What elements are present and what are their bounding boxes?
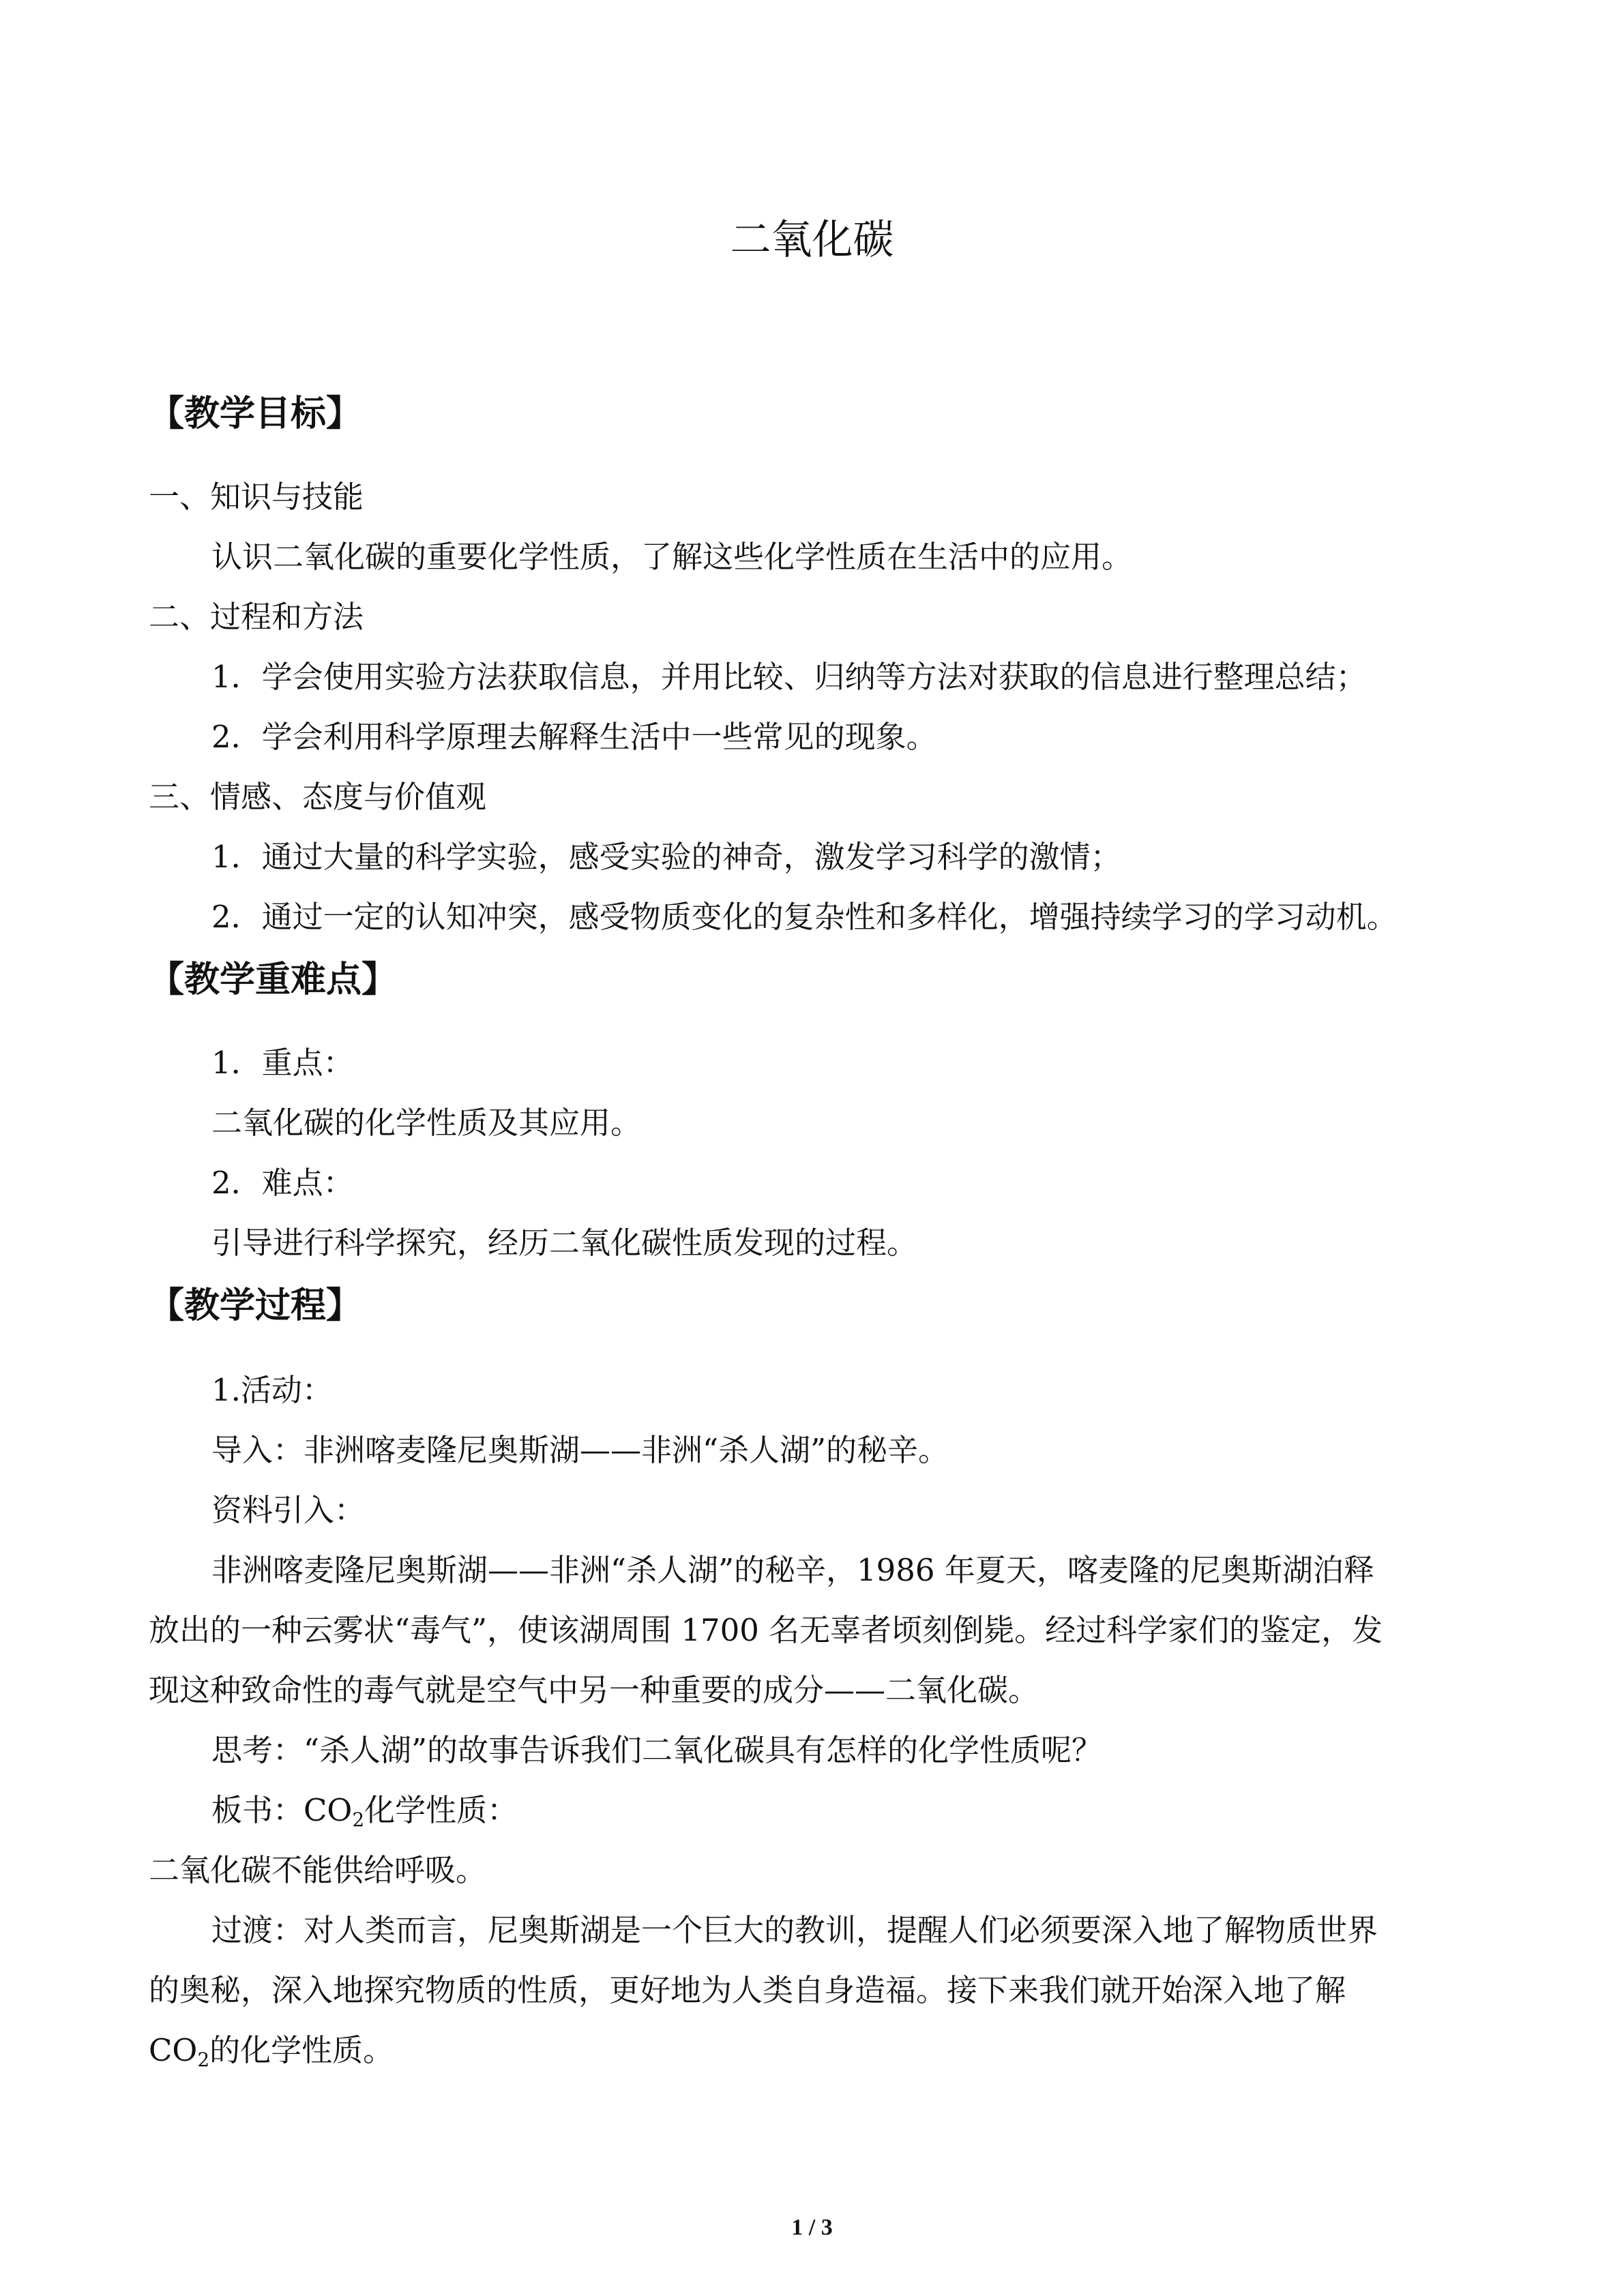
transition-subscript: 2 — [197, 2048, 210, 2071]
board-note — [211, 1789, 518, 1841]
material-line-1: 非洲喀麦隆尼奥斯湖——非洲“杀人湖”的秘辛，1986 年夏天，喀麦隆的尼奥斯湖泊释 — [211, 1552, 1374, 1588]
activity-label: 1.活动： — [211, 1372, 333, 1408]
material-line-2: 放出的一种云雾状“毒气”，使该湖周围 1700 名无辜者顷刻倒毙。经过科学家们的鉴定，发 — [149, 1612, 1383, 1648]
page-number: 1 / 3 — [791, 2215, 833, 2240]
document-title: 二氧化碳 — [730, 216, 894, 264]
no-breath-text: 二氧化碳不能供给呼吸。 — [149, 1852, 487, 1888]
process-method-label: 二、过程和方法 — [149, 599, 364, 635]
material-label: 资料引入： — [211, 1492, 366, 1528]
transition-co: CO — [149, 2032, 198, 2068]
knowledge-label: 一、知识与技能 — [149, 479, 364, 515]
heading-process: 【教学过程】 — [149, 1285, 362, 1326]
difficulty-text: 引导进行科学探究，经历二氧化碳性质发现的过程。 — [211, 1225, 918, 1261]
heading-objectives: 【教学目标】 — [149, 393, 362, 434]
process-method-item-1: 1．学会使用实验方法获取信息，并用比较、归纳等方法对获取的信息进行整理总结； — [211, 659, 1367, 695]
transition-line-2: 的奥秘，深入地探究物质的性质，更好地为人类自身造福。接下来我们就开始深入地了解 — [149, 1972, 1346, 2008]
transition-line-3 — [149, 2029, 394, 2081]
material-line-3: 现这种致命性的毒气就是空气中另一种重要的成分——二氧化碳。 — [149, 1672, 1039, 1708]
board-suffix: 化学性质： — [364, 1792, 518, 1828]
process-method-item-2: 2．学会利用科学原理去解释生活中一些常见的现象。 — [211, 719, 937, 755]
emotion-item-1: 1．通过大量的科学实验，感受实验的神奇，激发学习科学的激情； — [211, 839, 1121, 875]
heading-key-points: 【教学重难点】 — [149, 959, 398, 1000]
transition-end: 的化学性质。 — [209, 2032, 394, 2068]
think-text: 思考：“杀人湖”的故事告诉我们二氧化碳具有怎样的化学性质呢？ — [211, 1732, 1103, 1768]
transition-line-1: 过渡：对人类而言，尼奥斯湖是一个巨大的教训，提醒人们必须要深入地了解物质世界 — [211, 1912, 1378, 1948]
focus-text: 二氧化碳的化学性质及其应用。 — [211, 1105, 642, 1141]
board-subscript: 2 — [352, 1808, 365, 1831]
emotion-label: 三、情感、态度与价值观 — [149, 779, 487, 815]
emotion-item-2: 2．通过一定的认知冲突，感受物质变化的复杂性和多样化，增强持续学习的学习动机。 — [211, 899, 1398, 935]
knowledge-text: 认识二氧化碳的重要化学性质，了解这些化学性质在生活中的应用。 — [211, 539, 1133, 575]
difficulty-label: 2．难点： — [211, 1165, 354, 1201]
board-prefix: 板书：CO — [211, 1792, 353, 1828]
focus-label: 1．重点： — [211, 1045, 354, 1081]
intro-text: 导入：非洲喀麦隆尼奥斯湖——非洲“杀人湖”的秘辛。 — [211, 1432, 949, 1468]
